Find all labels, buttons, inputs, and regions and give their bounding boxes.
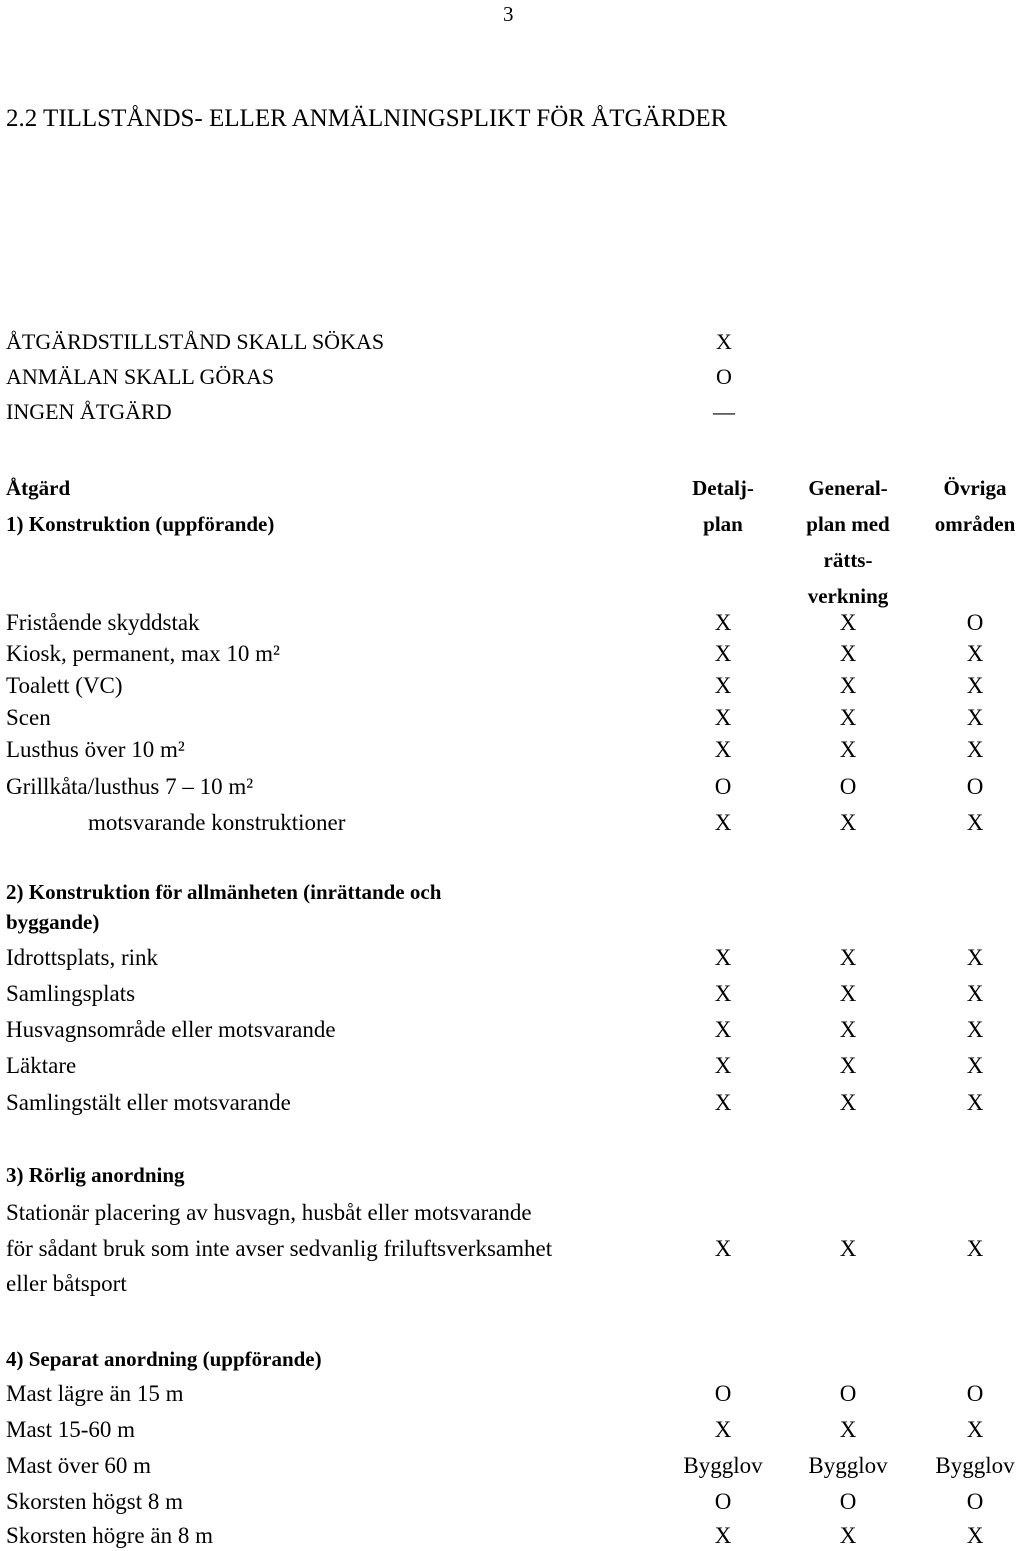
cell-ovriga: X <box>966 1053 984 1078</box>
cell-generalplan: X <box>839 610 857 635</box>
row-label: Stationär placering av husvagn, husbåt eller motsvarande <box>6 1200 532 1225</box>
cell-generalplan: X <box>839 810 857 835</box>
cell-ovriga: X <box>966 1417 984 1442</box>
cell-ovriga: O <box>966 1489 984 1514</box>
legend-label: ANMÄLAN SKALL GÖRAS <box>6 364 275 389</box>
cell-ovriga: X <box>966 1523 984 1548</box>
row-label: Toalett (VC) <box>6 673 123 698</box>
cell-detaljplan: X <box>714 673 732 698</box>
cell-detaljplan: X <box>714 1017 732 1042</box>
cell-generalplan: X <box>839 1523 857 1548</box>
cell-ovriga: X <box>966 810 984 835</box>
row-label: Samlingsplats <box>6 981 136 1006</box>
cell-ovriga: X <box>966 705 984 730</box>
cell-detaljplan: X <box>714 641 732 666</box>
row-label: Kiosk, permanent, max 10 m² <box>6 641 280 666</box>
cell-detaljplan: Bygglov <box>683 1453 763 1478</box>
cell-detaljplan: X <box>714 981 732 1006</box>
cell-ovriga: X <box>966 1017 984 1042</box>
section-title: 2) Konstruktion för allmänheten (inrättande och <box>6 880 442 904</box>
cell-detaljplan: O <box>714 1489 732 1514</box>
cell-detaljplan: X <box>714 610 732 635</box>
section-title: 3) Rörlig anordning <box>6 1163 185 1187</box>
cell-detaljplan: O <box>714 1381 732 1406</box>
column-header-detaljplan: plan <box>703 512 743 536</box>
cell-generalplan: X <box>839 1236 857 1261</box>
cell-ovriga: O <box>966 774 984 799</box>
cell-ovriga: X <box>966 1236 984 1261</box>
section-title: byggande) <box>6 910 100 934</box>
column-header-detaljplan: Detalj- <box>692 476 754 500</box>
cell-generalplan: X <box>839 737 857 762</box>
cell-generalplan: O <box>839 1381 857 1406</box>
section-title: 1) Konstruktion (uppförande) <box>6 512 275 536</box>
column-header-ovriga: områden <box>934 512 1016 536</box>
cell-detaljplan: X <box>714 945 732 970</box>
column-header-ovriga: Övriga <box>943 476 1007 500</box>
legend-label: ÅTGÄRDSTILLSTÅND SKALL SÖKAS <box>6 329 385 354</box>
cell-generalplan: X <box>839 705 857 730</box>
row-label: Läktare <box>6 1053 77 1078</box>
cell-generalplan: X <box>839 1017 857 1042</box>
column-header-generalplan: verkning <box>807 584 889 608</box>
cell-generalplan: X <box>839 1417 857 1442</box>
row-label: Idrottsplats, rink <box>6 945 159 970</box>
cell-detaljplan: X <box>714 1417 732 1442</box>
row-label: Fristående skyddstak <box>6 610 200 635</box>
row-label: Lusthus över 10 m² <box>6 737 185 762</box>
cell-ovriga: X <box>966 1090 984 1115</box>
cell-detaljplan: X <box>714 705 732 730</box>
legend-symbol: — <box>713 399 735 424</box>
cell-ovriga: X <box>966 641 984 666</box>
cell-detaljplan: X <box>714 737 732 762</box>
row-label: Husvagnsområde eller motsvarande <box>6 1017 336 1042</box>
row-label: Skorsten högst 8 m <box>6 1489 183 1514</box>
cell-generalplan: X <box>839 1090 857 1115</box>
column-header-generalplan: General- <box>808 476 888 500</box>
cell-detaljplan: X <box>714 810 732 835</box>
row-label: eller båtsport <box>6 1271 127 1296</box>
row-label: Grillkåta/lusthus 7 – 10 m² <box>6 774 254 799</box>
row-label: Mast över 60 m <box>6 1453 152 1478</box>
cell-generalplan: X <box>839 673 857 698</box>
section-heading: 2.2 TILLSTÅNDS- ELLER ANMÄLNINGSPLIKT FÖR ÅTGÄRDER <box>6 105 728 132</box>
legend-symbol: X <box>716 329 732 354</box>
column-header-atgard: Åtgärd <box>6 476 71 500</box>
cell-generalplan: X <box>839 945 857 970</box>
cell-ovriga: Bygglov <box>935 1453 1015 1478</box>
cell-ovriga: X <box>966 981 984 1006</box>
row-label: för sådant bruk som inte avser sedvanlig friluftsverksamhet <box>6 1236 553 1261</box>
section-title: 4) Separat anordning (uppförande) <box>6 1347 322 1371</box>
cell-ovriga: X <box>966 737 984 762</box>
cell-ovriga: O <box>966 1381 984 1406</box>
legend-label: INGEN ÅTGÄRD <box>6 399 172 424</box>
cell-generalplan: O <box>839 1489 857 1514</box>
column-header-generalplan: rätts- <box>823 548 873 572</box>
cell-detaljplan: X <box>714 1053 732 1078</box>
row-label: Samlingstält eller motsvarande <box>6 1090 291 1115</box>
row-label: Skorsten högre än 8 m <box>6 1523 213 1548</box>
cell-ovriga: O <box>966 610 984 635</box>
cell-generalplan: X <box>839 981 857 1006</box>
row-label: Mast 15-60 m <box>6 1417 136 1442</box>
row-label: motsvarande konstruktioner <box>88 810 346 835</box>
row-label: Scen <box>6 705 51 730</box>
cell-ovriga: X <box>966 673 984 698</box>
legend-symbol: O <box>716 364 732 389</box>
cell-generalplan: X <box>839 1053 857 1078</box>
cell-detaljplan: X <box>714 1236 732 1261</box>
cell-generalplan: O <box>839 774 857 799</box>
column-header-generalplan: plan med <box>806 512 890 536</box>
cell-detaljplan: X <box>714 1090 732 1115</box>
row-label: Mast lägre än 15 m <box>6 1381 184 1406</box>
page-number: 3 <box>503 2 514 26</box>
cell-ovriga: X <box>966 945 984 970</box>
cell-generalplan: Bygglov <box>808 1453 888 1478</box>
cell-detaljplan: O <box>714 774 732 799</box>
cell-detaljplan: X <box>714 1523 732 1548</box>
cell-generalplan: X <box>839 641 857 666</box>
